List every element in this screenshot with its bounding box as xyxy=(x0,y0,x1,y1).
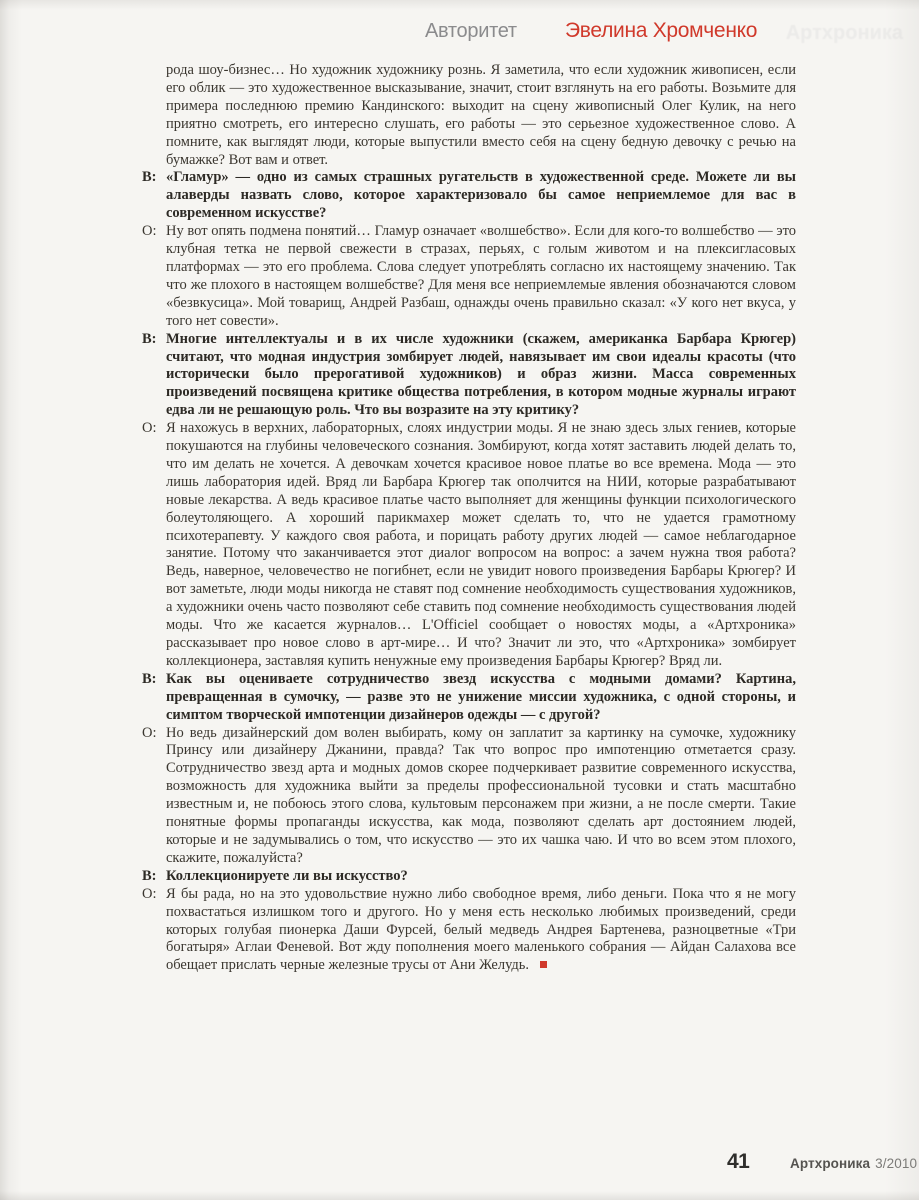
paragraph-block xyxy=(142,223,796,330)
page-header xyxy=(0,0,919,60)
speaker-marker: В: xyxy=(142,330,157,347)
paragraph-block xyxy=(142,670,796,725)
speaker-marker: В: xyxy=(142,169,157,186)
magazine-credit xyxy=(790,1156,917,1171)
paragraph-block xyxy=(166,62,796,169)
paragraph-text: Ну вот опять подмена понятий… Гламур означает «волшебство». Если для кого-то волшебство — это клубная тетка не первой свежести в стразах, перьях, с голым животом и на плексигласовых платформах — это его проблема. Слова следует употреблять согласно их настоящему значению. Так что же плохого в настоящем волшебстве? Для меня все неприемлемые явления обозначаются словом «безвкусица». Мой товарищ, Андрей Разбаш, однажды очень правильно сказал: «У кого нет вкуса, у того нет совести». xyxy=(166,223,796,329)
speaker-marker: О: xyxy=(142,420,157,437)
magazine-title: Артхроника xyxy=(790,1156,871,1171)
paragraph-text: Как вы оцениваете сотрудничество звезд искусства с модными домами? Картина, превращенная в сумочку, — разве это не унижение миссии художника, с одной стороны, и симптом творческой импотенции дизайнеров одежды — с другой? xyxy=(166,670,796,723)
issue-number: 3/2010 xyxy=(875,1156,918,1171)
speaker-marker: О: xyxy=(142,223,157,240)
paragraph-text: Но ведь дизайнерский дом волен выбирать, кому он заплатит за картинку на сумочке, художнику Принсу или дизайнеру Джанини, правда? Так что вопрос про импотенцию отметается сразу. Сотрудничество звезд арта и модных домов скорее подчеркивает развитие современного искусства, возможность для художника выйти за пределы профессиональной тусовки и стать масштабно известным и, не побоюсь этого слова, культовым персонажем при жизни, а не после смерти. Такие понятные формы пропаганды искусства, как мода, позволяют сделать арт достоянием людей, которые и не задумывались о том, что искусство — это их чашка чаю. И что во всем этом плохого, скажите, пожалуйста? xyxy=(166,724,796,866)
page-number: 41 xyxy=(727,1150,750,1173)
paragraph-block xyxy=(142,724,796,868)
interview-text xyxy=(142,62,796,975)
paragraph-block xyxy=(142,867,796,886)
paragraph-block xyxy=(142,330,796,421)
paragraph-text: Многие интеллектуалы и в их числе художники (скажем, американка Барбара Крюгер) считают, что модная индустрия зомбирует людей, навязывает им свои идеалы красоты (что исторически было прерогативой художников) и образ жизни. Масса современных произведений посвящена критике общества потребления, в котором модные журналы играют едва ли не решающую роль. Что вы возразите на эту критику? xyxy=(166,330,796,419)
section-label: Авторитет xyxy=(425,20,517,42)
paragraph-text: Коллекционируете ли вы искусство? xyxy=(166,867,408,884)
author-name: Эвелина Хромченко xyxy=(565,19,758,42)
page-footer xyxy=(0,1145,919,1185)
paragraph-block xyxy=(142,420,796,671)
paragraph-text: рода шоу-бизнес… Но художник художнику рознь. Я заметила, что если художник живописен, если его облик — это художественное высказывание, значит, стоит взглянуть на его работы. Возьмите для примера последнюю премию Кандинского: выходит на сцену живописный Олег Кулик, на него приятно смотреть, его интересно слушать, его работы — это серьезное художественное слово. А помните, как выглядят люди, которые выпустили вместо себя на сцену бедную девочку с речью на бумажке? Вот вам и ответ. xyxy=(166,62,796,168)
paragraph-text: «Гламур» — одно из самых страшных ругательств в художественной среде. Можете ли вы алаверды назвать слово, которое характеризовало бы самое неприемлемое для вас в современном искусстве? xyxy=(166,169,796,222)
paragraph-text: Я бы рада, но на это удовольствие нужно либо свободное время, либо деньги. Пока что я не могу похвастаться излишком того и другого. Но у меня есть несколько любимых произведений, среди которых голубая пионерка Даши Фурсей, белый медведь Андрея Бартенева, разноцветные «Три богатыря» Аглаи Феневой. Вот жду пополнения моего маленького собрания — Айдан Салахова все обещает прислать черные железные трусы от Ани Желудь. xyxy=(166,885,796,974)
speaker-marker: О: xyxy=(142,885,157,902)
paragraph-block xyxy=(142,885,796,976)
speaker-marker: О: xyxy=(142,724,157,741)
speaker-marker: В: xyxy=(142,867,157,884)
ghost-showthrough-text: Артхроника xyxy=(785,22,903,44)
speaker-marker: В: xyxy=(142,670,157,687)
paragraph-text: Я нахожусь в верхних, лабораторных, слоях индустрии моды. Я не знаю здесь злых гениев, которые покушаются на глубины человеческого сознания. Зомбируют, когда хотят заставить людей делать то, что им делать не хочется. А девочкам хочется красивое новое платье во все времена. Мода — это лишь лаборатория идей. Вряд ли Барбара Крюгер так ополчится на НИИ, которые разрабатывают новые лекарства. А ведь красивое платье часто выполняет для женщины функции психологического болеутоляющего. А хороший парикмахер может сделать то, что не удается грамотному психотерапевту. У каждого своя работа, и порицать работу других людей — самое неблагодарное занятие. Потому что заканчивается этот диалог вопросом на вопрос: а зачем нужна твоя работа? Ведь, наверное, человечество не погибнет, если не увидит нового произведения Барбары Крюгер? И вот заметьте, люди моды никогда не ставят под сомнение необходимость существования художников, а художники очень часто позволяют себе ставить под сомнение необходимость существования людей моды. Что же касается журналов… L'Officiel сообщает о новостях моды, а «Артхроника» рассказывает про новое слово в арт-мире… И что? Значит ли это, что «Артхроника» зомбирует коллекционера, заставляя купить ненужные ему произведения Барбары Крюгер? Вряд ли. xyxy=(166,420,796,669)
paragraph-block xyxy=(142,169,796,223)
end-of-article-marker xyxy=(540,961,547,968)
